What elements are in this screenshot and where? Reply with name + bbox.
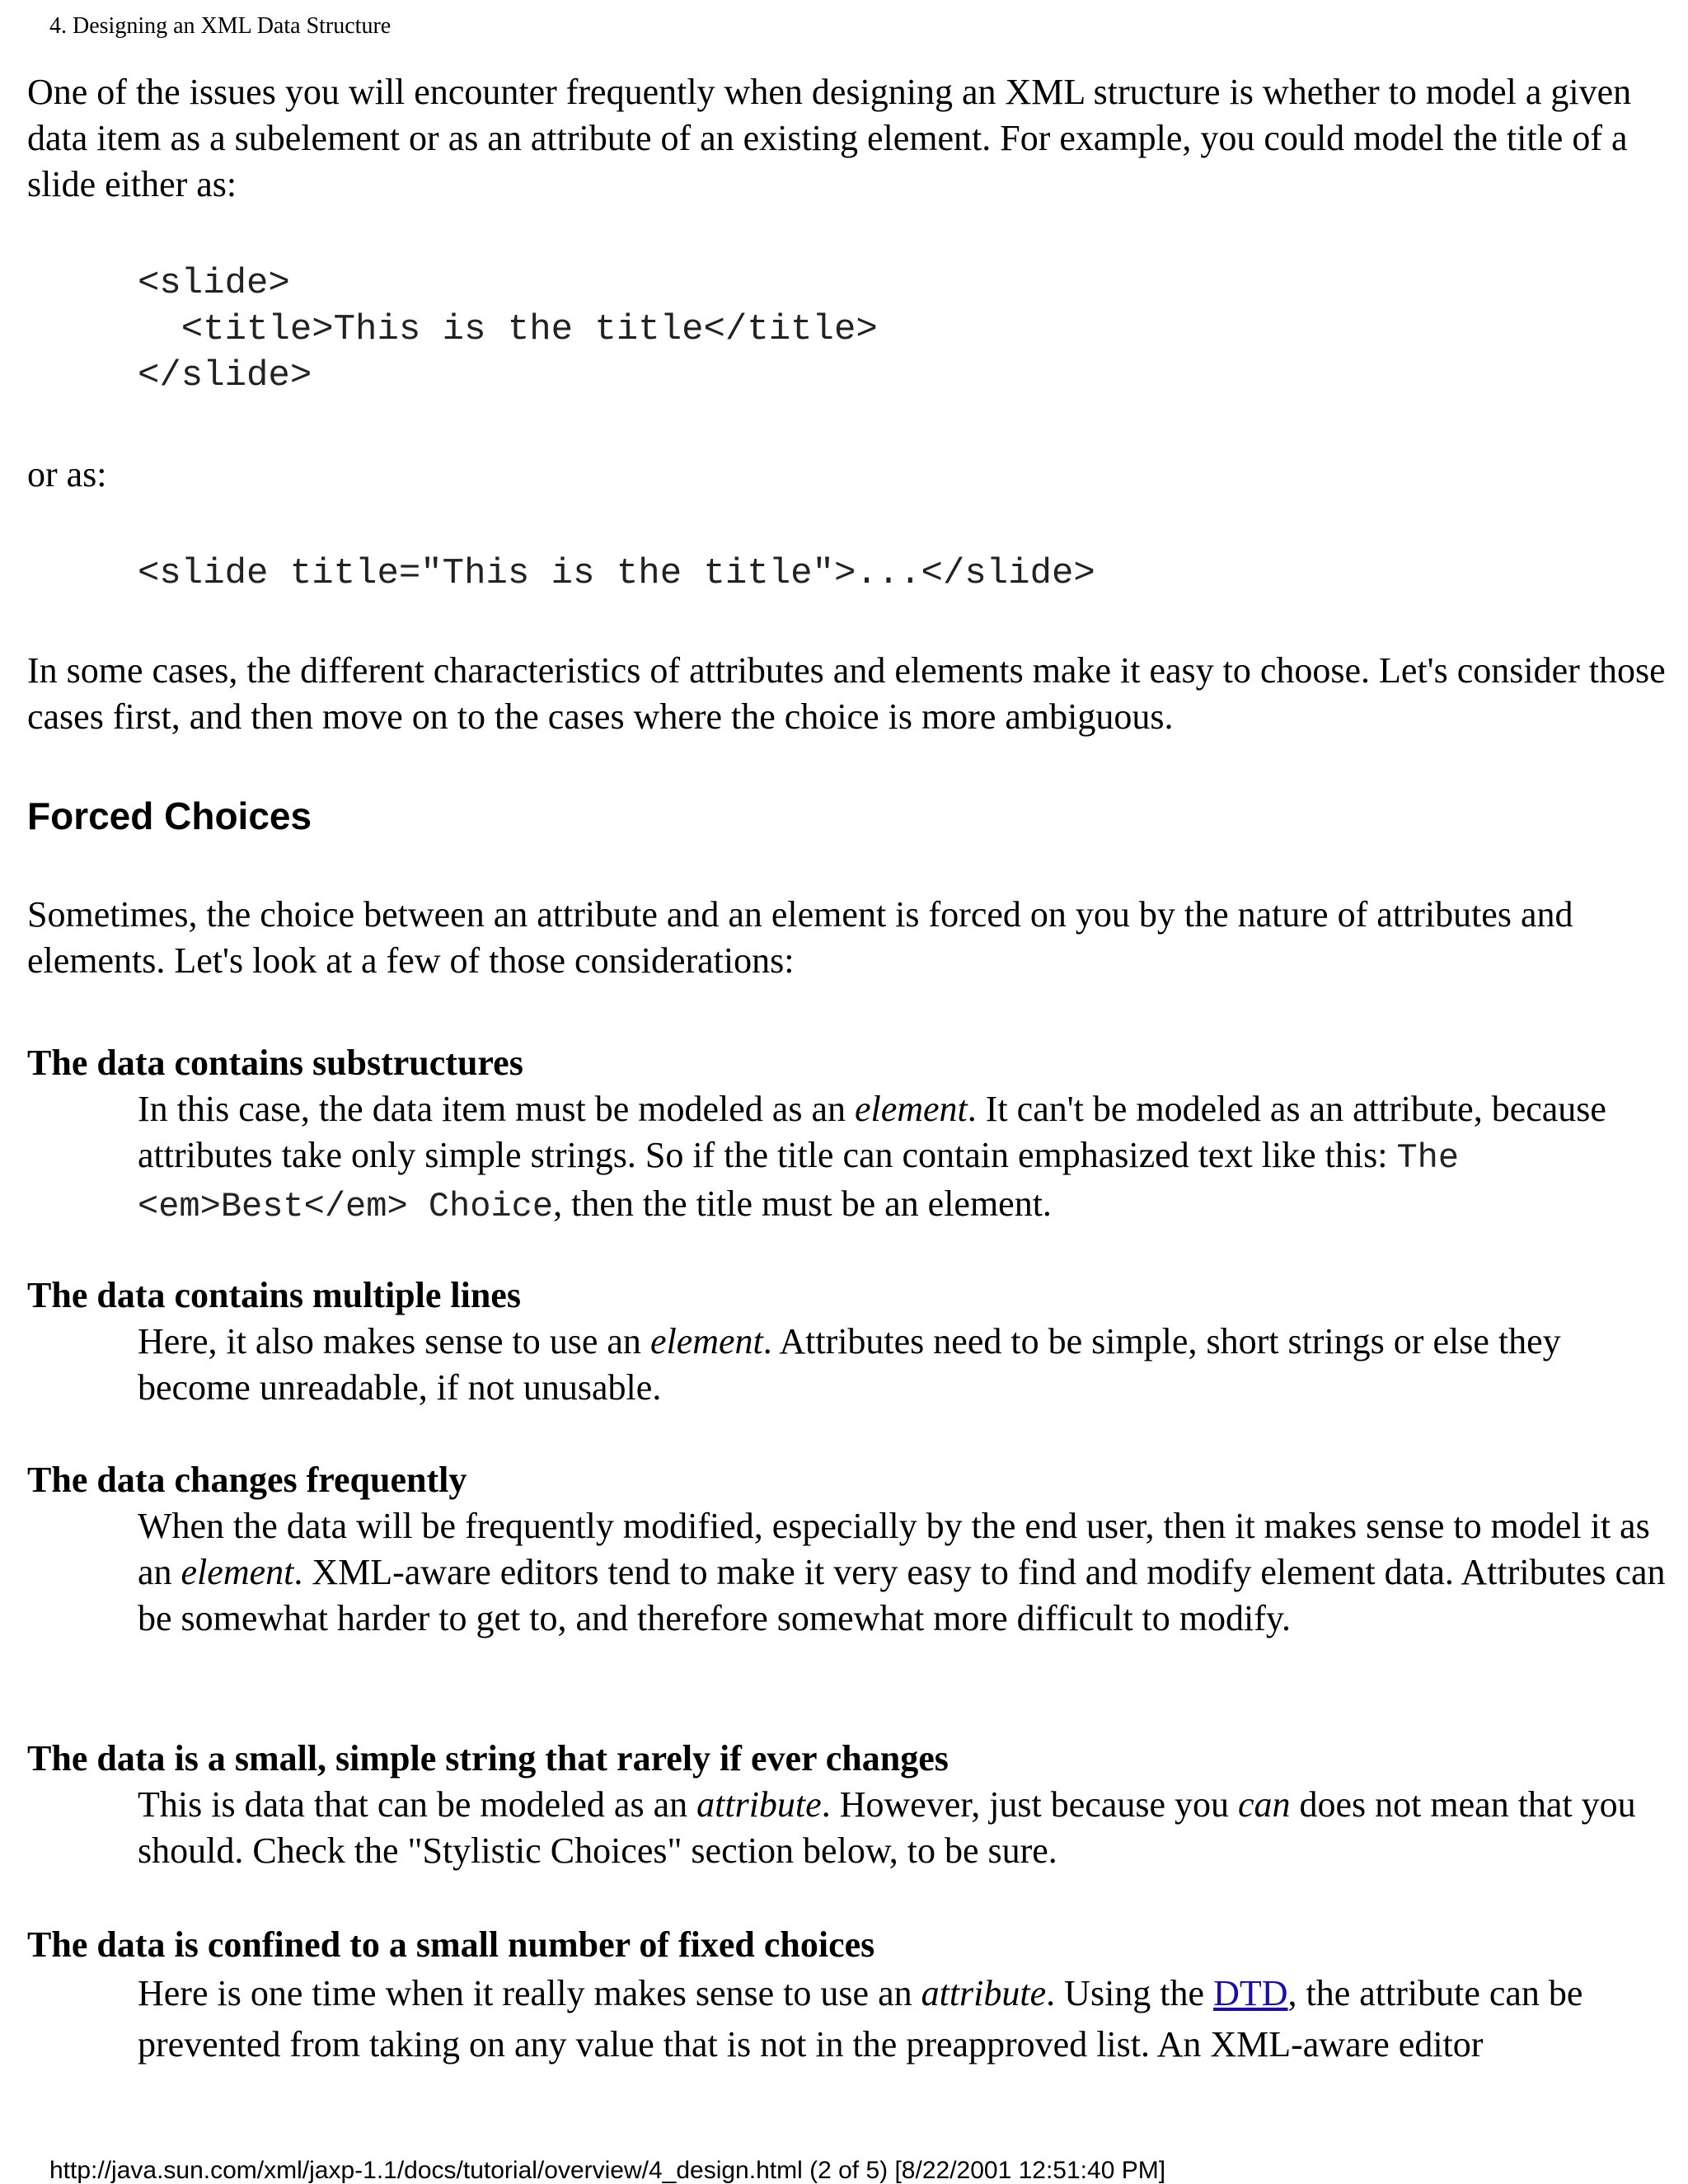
definition-description [138, 1503, 1675, 1642]
definition-term: The data contains multiple lines [27, 1275, 521, 1315]
definition-term: The data is a small, simple string that rarely if ever changes [27, 1738, 949, 1779]
emphasis: attribute [921, 1973, 1047, 2013]
definition-term: The data is confined to a small number of fixed choices [27, 1924, 875, 1965]
text-run: . XML-aware editors tend to make it very easy to find and modify element data. Attributes can be somewhat harder to get to, and therefore somewhat more difficult to modify. [138, 1552, 1666, 1638]
text-run: , then the title must be an element. [553, 1183, 1052, 1224]
text-run: . It can't be modeled as an attribute, because attributes take only simple strings. So if the title can contain emphasized text like this: [138, 1089, 1606, 1175]
dtd-link[interactable]: DTD [1213, 1973, 1288, 2013]
inline-code: The <em>Best</em> Choice [138, 1138, 1460, 1226]
code-line: </slide> [138, 355, 312, 396]
or-as-text: or as: [27, 454, 107, 494]
page-footer-url: http://java.sun.com/xml/jaxp-1.1/docs/tutorial/overview/4_design.html (2 of 5) [8/22/2001 12:51:40 PM] [49, 2157, 1166, 2184]
intro-paragraph: One of the issues you will encounter frequently when designing an XML structure is whether to model a given data item as a subelement or as an attribute of an existing element. For example, you could model the title of a slide either as: [27, 72, 1632, 204]
definition-description [138, 1968, 1675, 2070]
emphasis: element [854, 1089, 968, 1129]
section-heading: Forced Choices [27, 794, 312, 837]
definition-description [138, 1319, 1675, 1411]
text-run: When the data will be frequently modified, especially by the end user, then it makes sense to model it as an [138, 1506, 1650, 1592]
emphasis: element [181, 1552, 294, 1592]
text-run: does not mean that you should. Check the "Stylistic Choices" section below, to be sure. [138, 1784, 1636, 1871]
page-header: 4. Designing an XML Data Structure [49, 13, 392, 39]
text-run: In this case, the data item must be modeled as an [138, 1089, 855, 1129]
paragraph: In some cases, the different characteristics of attributes and elements make it easy to choose. Let's consider those cases first, and then move on to the cases where the choice is more ambiguous. [27, 650, 1666, 737]
paragraph: Sometimes, the choice between an attribute and an element is forced on you by the nature of attributes and elements. Let's look at a few of those considerations: [27, 894, 1573, 981]
text-run: Here is one time when it really makes sense to use an [138, 1973, 921, 2013]
emphasis: can [1238, 1784, 1291, 1825]
text-run: . Using the [1046, 1973, 1214, 2013]
text-run: , the attribute can be prevented from taking on any value that is not in the preapproved list. An XML-aware editor [138, 1973, 1583, 2064]
definition-term: The data changes frequently [27, 1460, 467, 1500]
emphasis: element [649, 1321, 763, 1361]
text-run: This is data that can be modeled as an [138, 1784, 697, 1825]
text-run: . Attributes need to be simple, short strings or else they become unreadable, if not unusable. [138, 1321, 1561, 1408]
code-line: <title>This is the title</title> [138, 309, 878, 350]
text-run: . However, just because you [821, 1784, 1238, 1825]
definition-description [138, 1086, 1675, 1230]
definition-description [138, 1782, 1675, 1874]
emphasis: attribute [696, 1784, 822, 1825]
code-line: <slide title="This is the title">...</slide> [138, 553, 1095, 594]
code-line: <slide> [138, 263, 290, 304]
definition-term: The data contains substructures [27, 1043, 523, 1083]
text-run: Here, it also makes sense to use an [138, 1321, 650, 1361]
